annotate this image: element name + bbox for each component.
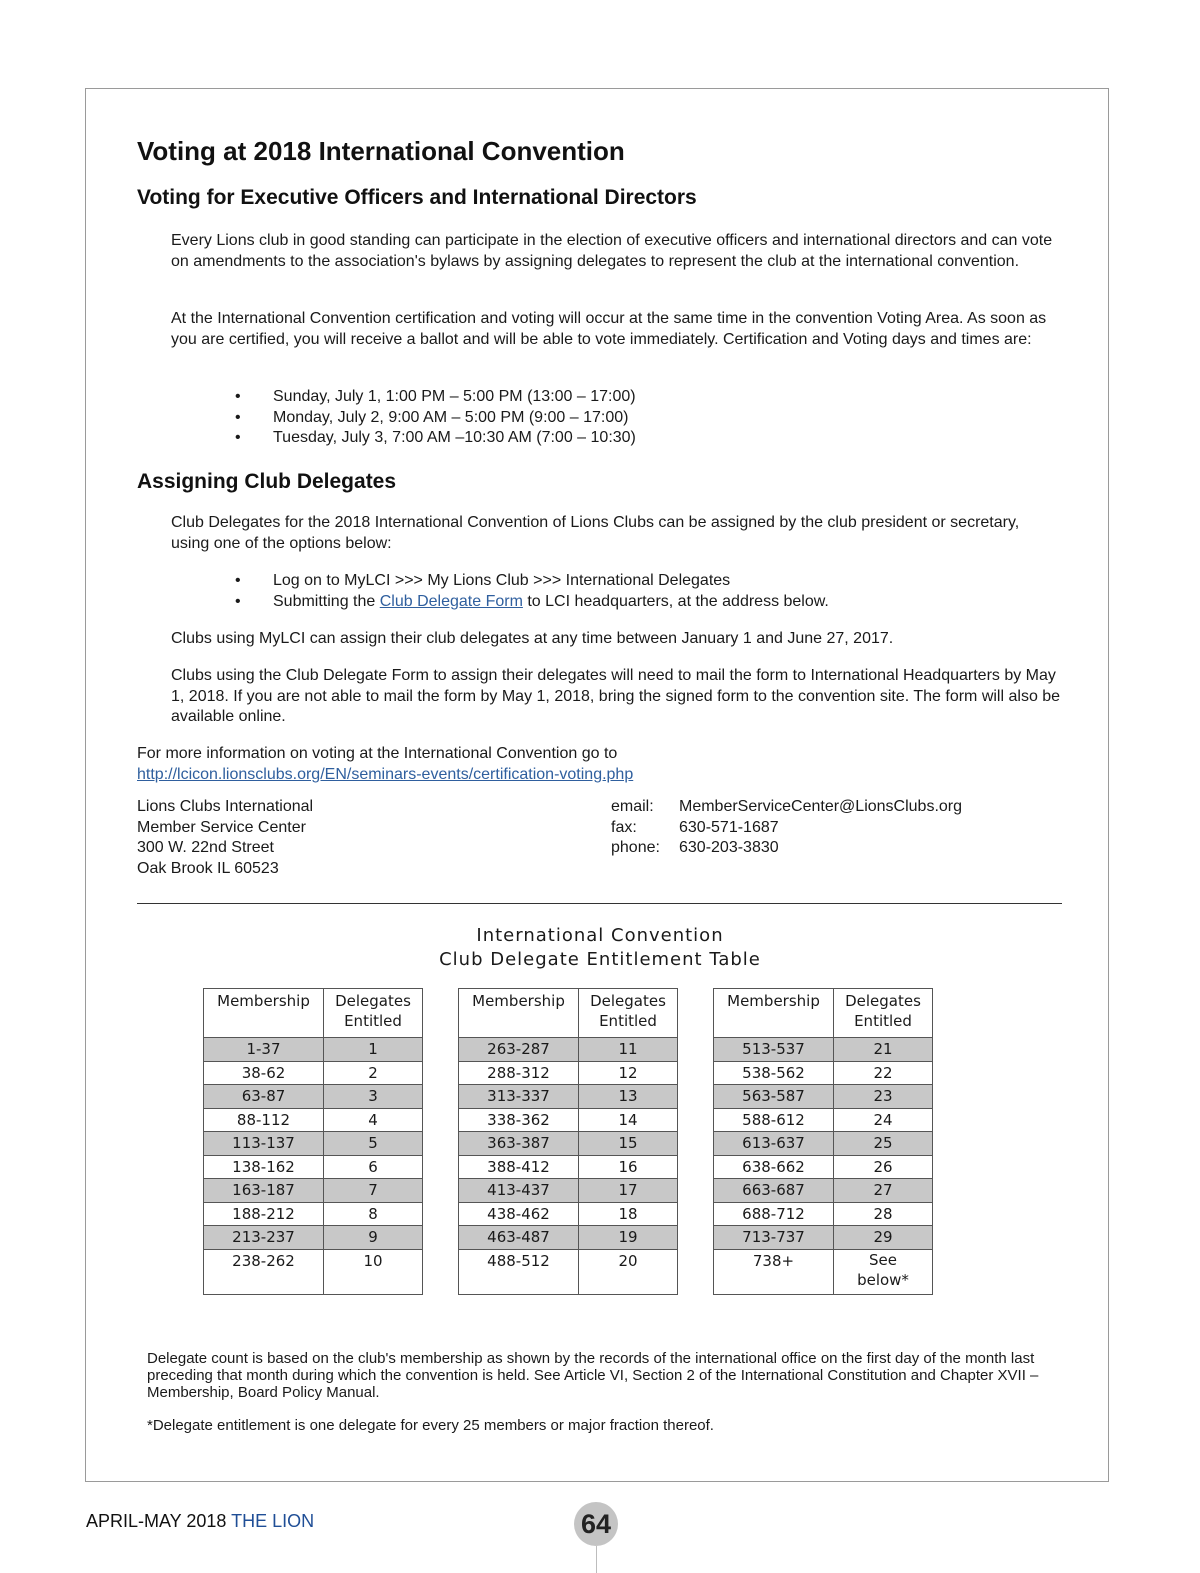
membership-cell: 513-537 <box>714 1038 834 1062</box>
membership-cell: 313-337 <box>459 1085 579 1109</box>
address-line: Oak Brook IL 60523 <box>137 859 279 877</box>
list-item: • Log on to MyLCI >>> My Lions Club >>> International Delegates <box>235 571 829 592</box>
table-row <box>459 1061 678 1085</box>
membership-cell: 613-637 <box>714 1132 834 1156</box>
table-title-line1: International Convention <box>476 925 724 946</box>
table-row <box>714 1038 933 1062</box>
delegates-cell: 27 <box>834 1179 933 1203</box>
entitlement-table-3 <box>713 988 933 1295</box>
footer-issue <box>86 1511 314 1532</box>
delegates-cell: 4 <box>324 1108 423 1132</box>
table-row <box>204 1202 423 1226</box>
membership-cell: 463-487 <box>459 1226 579 1250</box>
page-title: Voting at 2018 International Convention <box>137 136 625 166</box>
membership-cell: 588-612 <box>714 1108 834 1132</box>
delegates-cell: 15 <box>579 1132 678 1156</box>
table-row <box>204 1061 423 1085</box>
delegates-header-line: Entitled <box>344 1012 402 1030</box>
option-text: Submitting the <box>273 592 380 610</box>
option-text: to LCI headquarters, at the address below. <box>522 592 829 610</box>
table-row <box>204 1226 423 1250</box>
issue-date: APRIL-MAY 2018 <box>86 1511 227 1531</box>
membership-cell: 488-512 <box>459 1249 579 1294</box>
delegates-cell: 6 <box>324 1155 423 1179</box>
list-item: • Sunday, July 1, 1:00 PM – 5:00 PM (13:00 – 17:00) <box>235 387 636 408</box>
table-row <box>459 1108 678 1132</box>
delegates-cell: 14 <box>579 1108 678 1132</box>
delegates-cell: 5 <box>324 1132 423 1156</box>
membership-cell: 713-737 <box>714 1226 834 1250</box>
delegates-cell: 25 <box>834 1132 933 1156</box>
certification-voting-link[interactable]: http://lcicon.lionsclubs.org/EN/seminars-events/certification-voting.php <box>137 766 634 783</box>
delegates-cell: 2 <box>324 1061 423 1085</box>
table-row <box>714 1155 933 1179</box>
table-row <box>204 1038 423 1062</box>
membership-cell: 63-87 <box>204 1085 324 1109</box>
table-row <box>714 1085 933 1109</box>
delegates-cell: 26 <box>834 1155 933 1179</box>
membership-cell: 288-312 <box>459 1061 579 1085</box>
club-delegate-form-link[interactable]: Club Delegate Form <box>379 592 523 610</box>
delegates-cell: 22 <box>834 1061 933 1085</box>
table-row <box>459 1179 678 1203</box>
delegates-cell: 16 <box>579 1155 678 1179</box>
voting-times-paragraph: At the International Convention certification and voting will occur at the same time in the convention Voting Area. As soon as you are certified, you will receive a ballot and will be able to vote immediately. Certification and Voting days and times are: <box>171 310 1047 348</box>
delegates-header-line: Entitled <box>854 1012 912 1030</box>
voting-intro-paragraph: Every Lions club in good standing can participate in the election of executive officers and international directors and can vote on amendments to the association's bylaws by assigning delegates to represent the club at the international convention. <box>171 232 1053 270</box>
membership-cell: 563-587 <box>714 1085 834 1109</box>
table-row <box>204 1132 423 1156</box>
delegates-cell: 18 <box>579 1202 678 1226</box>
membership-cell: 538-562 <box>714 1061 834 1085</box>
delegates-cell: 7 <box>324 1179 423 1203</box>
address-line: 300 W. 22nd Street <box>137 839 274 856</box>
more-info-text: For more information on voting at the International Convention go to <box>137 745 618 762</box>
delegates-header-line: Entitled <box>599 1012 657 1030</box>
table-row <box>204 1108 423 1132</box>
table-row <box>714 1202 933 1226</box>
page-number-line <box>596 1546 597 1573</box>
membership-cell: 113-137 <box>204 1132 324 1156</box>
delegates-cell: 29 <box>834 1226 933 1250</box>
delegates-cell: 10 <box>324 1249 423 1294</box>
delegates-header-line: Delegates <box>335 992 411 1010</box>
table-row <box>204 1085 423 1109</box>
table-row <box>204 1249 423 1294</box>
delegates-cell: 28 <box>834 1202 933 1226</box>
fax-value: 630-571-1687 <box>679 818 779 836</box>
magazine-name: THE LION <box>231 1511 315 1531</box>
email-value: MemberServiceCenter@LionsClubs.org <box>679 798 963 815</box>
table-row <box>204 1179 423 1203</box>
membership-header: Membership <box>204 989 324 1038</box>
table-row <box>459 1155 678 1179</box>
table-row <box>459 1202 678 1226</box>
delegates-cell: 17 <box>579 1179 678 1203</box>
membership-cell: 263-287 <box>459 1038 579 1062</box>
delegates-cell: 13 <box>579 1085 678 1109</box>
delegates-cell: 1 <box>324 1038 423 1062</box>
membership-cell: 388-412 <box>459 1155 579 1179</box>
table-row <box>459 1132 678 1156</box>
list-item: • Tuesday, July 3, 7:00 AM –10:30 AM (7:00 – 10:30) <box>235 428 636 449</box>
mylci-paragraph: Clubs using MyLCI can assign their club delegates at any time between January 1 and June 27, 2017. <box>171 630 894 647</box>
section-divider <box>137 903 1062 904</box>
fax-label: fax: <box>611 818 637 836</box>
delegates-heading: Assigning Club Delegates <box>137 470 397 493</box>
entitlement-table-2 <box>458 988 678 1295</box>
delegates-cell: 24 <box>834 1108 933 1132</box>
entitlement-footnote: *Delegate entitlement is one delegate for every 25 members or major fraction thereof. <box>147 1417 714 1434</box>
delegates-cell: 23 <box>834 1085 933 1109</box>
membership-cell: 1-37 <box>204 1038 324 1062</box>
entitlement-table-1 <box>203 988 423 1295</box>
delegate-options-list <box>235 571 829 612</box>
table-row <box>714 1061 933 1085</box>
membership-header: Membership <box>459 989 579 1038</box>
delegates-header-line: Delegates <box>845 992 921 1010</box>
delegates-cell: 3 <box>324 1085 423 1109</box>
table-row <box>204 1155 423 1179</box>
delegates-cell: See below* <box>834 1249 933 1294</box>
membership-cell: 188-212 <box>204 1202 324 1226</box>
membership-cell: 338-362 <box>459 1108 579 1132</box>
table-row <box>714 1226 933 1250</box>
membership-cell: 213-237 <box>204 1226 324 1250</box>
table-row <box>714 1132 933 1156</box>
list-item: • Monday, July 2, 9:00 AM – 5:00 PM (9:00 – 17:00) <box>235 408 636 429</box>
membership-cell: 413-437 <box>459 1179 579 1203</box>
address-line: Lions Clubs International <box>137 798 314 815</box>
delegates-cell: 8 <box>324 1202 423 1226</box>
membership-cell: 238-262 <box>204 1249 324 1294</box>
delegates-header <box>324 989 423 1038</box>
delegates-cell: 21 <box>834 1038 933 1062</box>
email-label: email: <box>611 798 654 815</box>
voting-times-list <box>235 387 636 449</box>
phone-label: phone: <box>611 839 660 856</box>
table-row <box>459 1085 678 1109</box>
table-row <box>714 1108 933 1132</box>
delegates-cell: 9 <box>324 1226 423 1250</box>
delegates-cell: 19 <box>579 1226 678 1250</box>
table-row <box>459 1249 678 1294</box>
membership-cell: 638-662 <box>714 1155 834 1179</box>
delegates-header <box>834 989 933 1038</box>
membership-cell: 738+ <box>714 1249 834 1294</box>
voting-heading: Voting for Executive Officers and International Directors <box>137 186 697 209</box>
delegates-header <box>579 989 678 1038</box>
table-row <box>714 1249 933 1294</box>
delegates-header-line: Delegates <box>590 992 666 1010</box>
membership-cell: 438-462 <box>459 1202 579 1226</box>
address-line: Member Service Center <box>137 818 306 836</box>
membership-cell: 163-187 <box>204 1179 324 1203</box>
membership-header: Membership <box>714 989 834 1038</box>
membership-cell: 363-387 <box>459 1132 579 1156</box>
delegates-cell: 11 <box>579 1038 678 1062</box>
delegates-cell: 20 <box>579 1249 678 1294</box>
page-number: 64 <box>574 1502 618 1546</box>
delegates-intro-paragraph: Club Delegates for the 2018 International Convention of Lions Clubs can be assigned by the club president or secretary, using one of the options below: <box>171 514 1020 552</box>
membership-cell: 38-62 <box>204 1061 324 1085</box>
contact-values <box>679 797 962 859</box>
phone-value: 630-203-3830 <box>679 839 779 856</box>
table-row <box>459 1226 678 1250</box>
table-row <box>459 1038 678 1062</box>
table-row <box>714 1179 933 1203</box>
delegate-count-note: Delegate count is based on the club's membership as shown by the records of the international office on the first day of the month last preceding that month during which the convention is held. See Article VI, Section 2 of the International Constitution and Chapter XVII – Membership, Board Policy Manual. <box>147 1350 1039 1401</box>
membership-cell: 663-687 <box>714 1179 834 1203</box>
membership-cell: 138-162 <box>204 1155 324 1179</box>
table-title-line2: Club Delegate Entitlement Table <box>439 949 761 970</box>
delegates-cell: 12 <box>579 1061 678 1085</box>
membership-cell: 88-112 <box>204 1108 324 1132</box>
mailing-address <box>137 797 313 879</box>
list-item <box>235 592 829 613</box>
form-mail-paragraph: Clubs using the Club Delegate Form to assign their delegates will need to mail the form to International Headquarters by May 1, 2018. If you are not able to mail the form by May 1, 2018, bring the signed form to the convention site. The form will also be available online. <box>171 667 1061 725</box>
contact-labels <box>611 797 660 859</box>
membership-cell: 688-712 <box>714 1202 834 1226</box>
